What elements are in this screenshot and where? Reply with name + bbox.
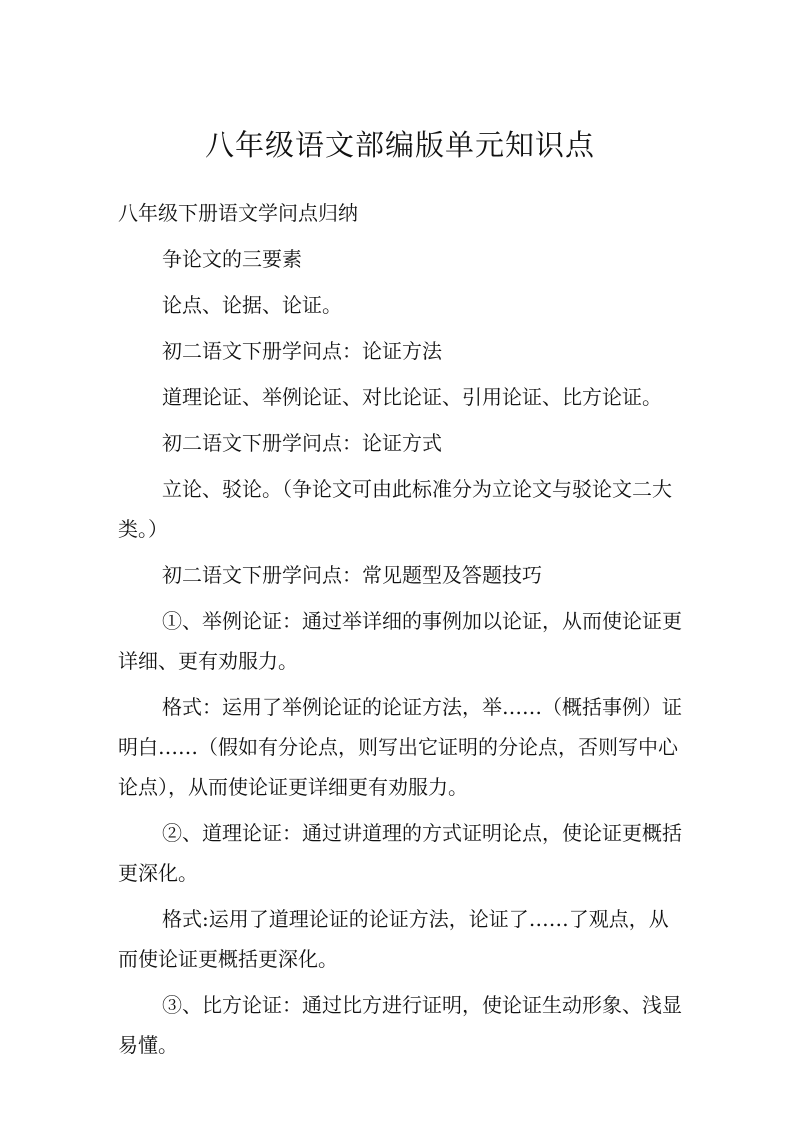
document-body xyxy=(118,193,684,1071)
paragraph-example-format: 格式：运用了举例论证的论证方法，举……（概括事例）证明白……（假如有分论点，则写出它证明的分论点，否则写中心论点），从而使论证更详细更有劝服力。 xyxy=(118,695,682,799)
paragraph-argument-elements: 争论文的三要素 xyxy=(162,247,302,271)
paragraph-analogy-argument: ③、比方论证：通过比方进行证明，使论证生动形象、浅显易懂。 xyxy=(118,993,682,1057)
paragraph-question-types-heading: 初二语文下册学问点：常见题型及答题技巧 xyxy=(162,563,542,587)
paragraph-modes-heading: 初二语文下册学问点：论证方式 xyxy=(162,431,442,455)
paragraph-elements-list: 论点、论据、论证。 xyxy=(162,293,342,317)
paragraph-methods-list: 道理论证、举例论证、对比论证、引用论证、比方论证。 xyxy=(162,385,662,409)
document-title: 八年级语文部编版单元知识点 xyxy=(204,128,595,162)
paragraph-modes-list: 立论、驳论。（争论文可由此标准分为立论文与驳论文二大类。） xyxy=(118,477,672,541)
section-heading: 八年级下册语文学问点归纳 xyxy=(118,201,358,225)
paragraph-reason-argument: ②、道理论证：通过讲道理的方式证明论点，使论证更概括更深化。 xyxy=(118,821,682,885)
paragraph-reason-format: 格式:运用了道理论证的论证方法，论证了……了观点，从而使论证更概括更深化。 xyxy=(118,907,669,971)
paragraph-example-argument: ①、举例论证：通过举详细的事例加以论证，从而使论证更详细、更有劝服力。 xyxy=(118,609,682,673)
paragraph-methods-heading: 初二语文下册学问点：论证方法 xyxy=(162,339,442,363)
